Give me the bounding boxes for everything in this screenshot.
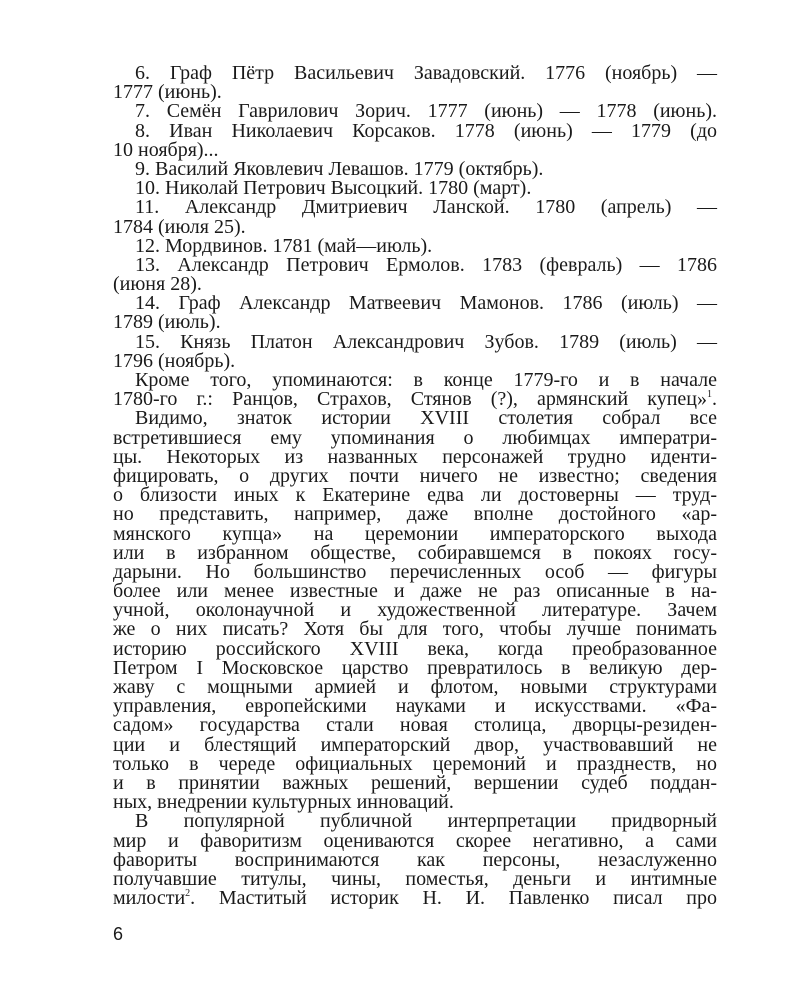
text-line xyxy=(113,253,717,276)
footnote-ref: 1 xyxy=(707,389,712,401)
line-text: 1784 (июля 25). xyxy=(113,215,246,238)
line-text: 13. Александр Петрович Ермолов. 1783 (февраль) — 1786 xyxy=(135,253,717,276)
line-text: В популярной публичной интерпретации придворный xyxy=(135,810,717,833)
line-text-tail: . xyxy=(712,388,717,411)
line-text: 9. Василий Яковлевич Левашов. 1779 (октябрь). xyxy=(135,157,544,180)
line-text: учной, околонаучной и художественной литературе. Зачем xyxy=(113,599,717,622)
body-text xyxy=(113,64,717,908)
line-text: 8. Иван Николаевич Корсаков. 1778 (июнь) — 1779 (до xyxy=(135,119,717,142)
line-text-tail: . Маститый историк Н. И. Павленко писал про xyxy=(190,887,717,910)
line-text: Видимо, знаток истории XVIII столетия собрал все xyxy=(135,407,717,430)
line-text: 1796 (ноябрь). xyxy=(113,349,236,372)
line-text: 1789 (июль). xyxy=(113,311,221,334)
line-text: цы. Некоторых из названных персонажей трудно иденти- xyxy=(113,445,717,468)
line-text: получавшие титулы, чины, поместья, деньги и интимные xyxy=(113,867,717,890)
line-text: но представить, например, даже вполне достойного «ар- xyxy=(113,503,717,526)
line-text: 1780-го г.: Ранцов, Страхов, Стянов (?), армянский купец» xyxy=(113,388,707,411)
line-text: историю российского XVIII века, когда преобразованное xyxy=(113,637,717,660)
line-text: жаву с мощными армией и флотом, новыми структурами xyxy=(113,676,717,698)
line-text: милости xyxy=(113,887,186,910)
line-text: мянского купца» на церемонии императорского выхода xyxy=(113,522,717,545)
line-text: 10. Николай Петрович Высоцкий. 1780 (март). xyxy=(135,177,532,200)
line-text: дарыни. Но большинство перечисленных особ — фигуры xyxy=(113,560,717,583)
line-text: ции и блестящий императорский двор, участвовавший не xyxy=(113,733,717,756)
line-text: ных, внедрении культурных инноваций. xyxy=(113,791,454,814)
line-text: 7. Семён Гаврилович Зорич. 1777 (июнь) — 1778 (июнь). xyxy=(135,100,717,123)
line-text: 14. Граф Александр Матвеевич Мамонов. 1786 (июль) — xyxy=(135,292,717,315)
line-text: или в избранном обществе, собиравшемся в покоях госу- xyxy=(113,541,717,564)
page-number: 6 xyxy=(113,924,124,944)
line-text: Петром I Московское царство превратилось в великую дер- xyxy=(113,656,717,679)
line-text: 11. Александр Дмитриевич Ланской. 1780 (апрель) — xyxy=(135,196,717,219)
text-line xyxy=(113,889,717,908)
line-text: 12. Мордвинов. 1781 (май—июль). xyxy=(135,234,433,257)
line-text: о близости иных к Екатерине едва ли достоверны — труд- xyxy=(113,484,717,507)
line-text: Кроме того, упоминаются: в конце 1779-го и в начале xyxy=(135,369,717,391)
line-text: фавориты воспринимаются как персоны, незаслуженно xyxy=(113,848,717,871)
line-text: только в череде официальных церемоний и празднеств, но xyxy=(113,752,717,775)
line-text: 15. Князь Платон Александрович Зубов. 1789 (июль) — xyxy=(135,330,717,353)
line-text: мир и фаворитизм оцениваются скорее негативно, а сами xyxy=(113,829,717,852)
line-text: управления, европейскими науками и искусствами. «Фа- xyxy=(113,695,717,718)
line-text: садом» государства стали новая столица, дворцы-резиден- xyxy=(113,714,717,737)
footnote-ref: 2 xyxy=(185,888,191,900)
line-text: 10 ноября)... xyxy=(113,138,219,161)
line-text: (июня 28). xyxy=(113,273,202,296)
line-text: фицировать, о других почти ничего не известно; сведения xyxy=(113,464,717,487)
line-text: встретившиеся ему упоминания о любимцах императри- xyxy=(113,426,717,449)
line-text: же о них писать? Хотя бы для того, чтобы лучше понимать xyxy=(113,618,717,641)
line-text: более или менее известные и даже не раз описанные в на- xyxy=(113,580,717,603)
line-text: 6. Граф Пётр Васильевич Завадовский. 1776 (ноябрь) — xyxy=(135,62,717,84)
line-text: и в принятии важных решений, вершении судеб поддан- xyxy=(113,771,717,794)
line-text: 1777 (июнь). xyxy=(113,81,222,104)
